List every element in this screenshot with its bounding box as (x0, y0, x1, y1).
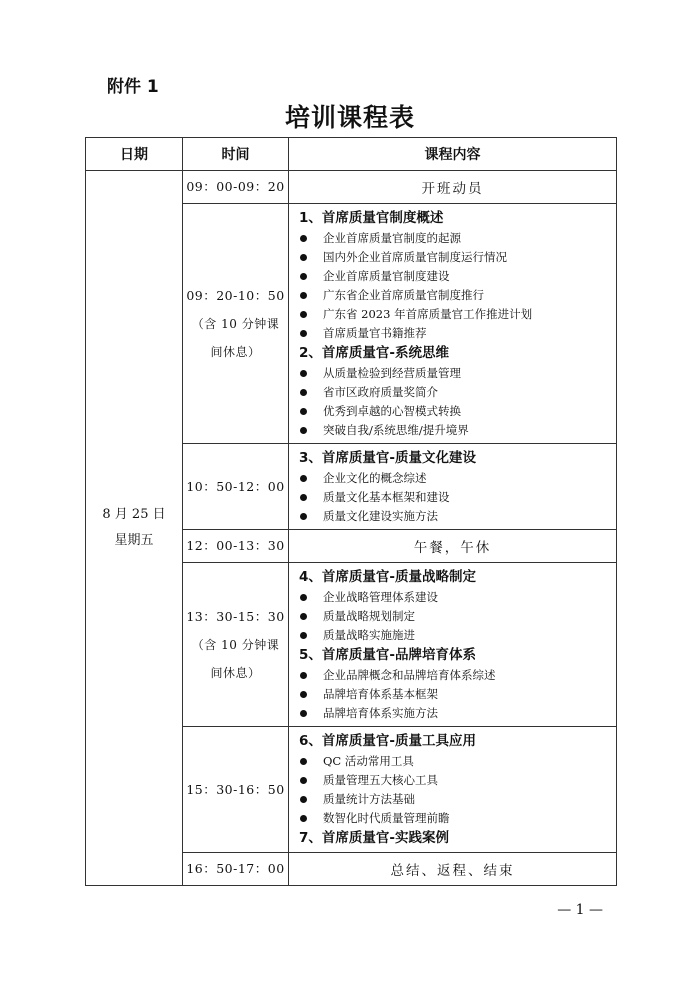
bullet-icon (300, 427, 307, 434)
list-item (299, 229, 616, 248)
list-item (299, 607, 616, 626)
item-list (299, 229, 616, 343)
bullet-icon (300, 513, 307, 520)
item-text: 质量管理五大核心工具 (323, 773, 438, 787)
bullet-icon (300, 408, 307, 415)
item-list (299, 666, 616, 723)
bullet-icon (300, 691, 307, 698)
schedule-table (85, 137, 617, 886)
header-content: 课程内容 (289, 138, 617, 171)
time-cell (183, 563, 289, 727)
list-item (299, 267, 616, 286)
list-item (299, 305, 616, 324)
bullet-icon (300, 710, 307, 717)
content-cell (289, 204, 617, 444)
list-item (299, 324, 616, 343)
item-text: 从质量检验到经营质量管理 (323, 366, 461, 380)
bullet-icon (300, 330, 307, 337)
bullet-icon (300, 494, 307, 501)
item-text: 省市区政府质量奖简介 (323, 385, 438, 399)
item-text: 质量文化基本框架和建设 (323, 490, 450, 504)
bullet-icon (300, 475, 307, 482)
list-item (299, 752, 616, 771)
item-text: 企业战略管理体系建设 (323, 590, 438, 604)
section-title: 7、首席质量官-实践案例 (299, 830, 449, 846)
section-title: 4、首席质量官-质量战略制定 (299, 569, 476, 585)
content-cell: 午餐，午休 (289, 530, 617, 563)
item-text: 广东省企业首席质量官制度推行 (323, 288, 484, 302)
page-title: 培训课程表 (284, 103, 415, 132)
content-cell (289, 444, 617, 530)
date-weekday: 星期五 (114, 533, 154, 548)
bullet-icon (300, 254, 307, 261)
bullet-icon (300, 389, 307, 396)
list-item (299, 488, 616, 507)
list-item (299, 685, 616, 704)
item-text: 质量战略规划制定 (323, 609, 415, 623)
break-note: （含 10 分钟课 (191, 316, 280, 331)
bullet-icon (300, 758, 307, 765)
time-range: 13：30-15：30 (186, 608, 285, 624)
section-title: 6、首席质量官-质量工具应用 (299, 733, 476, 749)
time-cell: 12：00-13：30 (183, 530, 289, 563)
content-cell (289, 727, 617, 853)
bullet-icon (300, 292, 307, 299)
item-text: 突破自我/系统思维/提升境界 (323, 423, 469, 437)
item-text: 质量统计方法基础 (323, 792, 415, 806)
content-cell (289, 563, 617, 727)
header-time: 时间 (183, 138, 289, 171)
break-note: 间休息） (210, 344, 261, 359)
item-text: 质量战略实施施进 (323, 628, 415, 642)
item-list (299, 752, 616, 828)
item-text: 企业首席质量官制度建设 (323, 269, 450, 283)
date-day: 8 月 25 日 (102, 507, 166, 522)
break-note: （含 10 分钟课 (191, 637, 280, 652)
list-item (299, 626, 616, 645)
bullet-icon (300, 594, 307, 601)
time-range: 09：20-10：50 (186, 287, 285, 303)
list-item (299, 507, 616, 526)
list-item (299, 421, 616, 440)
page-number-text: — 1 — (557, 902, 603, 918)
content-cell: 总结、返程、结束 (289, 853, 617, 886)
list-item (299, 666, 616, 685)
item-text: 广东省 2023 年首席质量官工作推进计划 (323, 307, 533, 321)
time-cell: 16：50-17：00 (183, 853, 289, 886)
item-text: 首席质量官书籍推荐 (323, 326, 427, 340)
header-row (86, 138, 617, 171)
item-text: 品牌培育体系实施方法 (323, 706, 438, 720)
list-item (299, 704, 616, 723)
bullet-icon (300, 796, 307, 803)
item-list (299, 469, 616, 526)
content-cell: 开班动员 (289, 171, 617, 204)
item-text: 质量文化建设实施方法 (323, 509, 438, 523)
item-text: 国内外企业首席质量官制度运行情况 (323, 250, 507, 264)
bullet-icon (300, 613, 307, 620)
time-cell: 15：30-16：50 (183, 727, 289, 853)
item-text: 企业首席质量官制度的起源 (323, 231, 461, 245)
list-item (299, 790, 616, 809)
section-title: 2、首席质量官-系统思维 (299, 345, 449, 361)
list-item (299, 402, 616, 421)
bullet-icon (300, 311, 307, 318)
item-text: 企业品牌概念和品牌培育体系综述 (323, 668, 496, 682)
list-item (299, 809, 616, 828)
item-text: QC 活动常用工具 (323, 754, 414, 768)
item-list (299, 364, 616, 440)
header-date: 日期 (86, 138, 183, 171)
item-text: 企业文化的概念综述 (323, 471, 427, 485)
date-cell (86, 171, 183, 886)
bullet-icon (300, 632, 307, 639)
list-item (299, 286, 616, 305)
list-item (299, 248, 616, 267)
section-title: 3、首席质量官-质量文化建设 (299, 450, 476, 466)
bullet-icon (300, 273, 307, 280)
bullet-icon (300, 235, 307, 242)
list-item (299, 469, 616, 488)
bullet-icon (300, 370, 307, 377)
item-text: 品牌培育体系基本框架 (323, 687, 438, 701)
section-title: 5、首席质量官-品牌培育体系 (299, 647, 476, 663)
bullet-icon (300, 815, 307, 822)
item-list (299, 588, 616, 645)
list-item (299, 771, 616, 790)
list-item (299, 383, 616, 402)
table-row (86, 171, 617, 204)
section-title: 1、首席质量官制度概述 (299, 210, 444, 226)
time-cell (183, 204, 289, 444)
list-item (299, 364, 616, 383)
bullet-icon (300, 672, 307, 679)
list-item (299, 588, 616, 607)
bullet-icon (300, 777, 307, 784)
page-number (0, 902, 700, 918)
time-cell: 10：50-12：00 (183, 444, 289, 530)
time-cell: 09：00-09：20 (183, 171, 289, 204)
item-text: 数智化时代质量管理前瞻 (323, 811, 450, 825)
attachment-label: 附件 1 (107, 77, 159, 97)
break-note: 间休息） (210, 665, 261, 680)
item-text: 优秀到卓越的心智模式转换 (323, 404, 461, 418)
